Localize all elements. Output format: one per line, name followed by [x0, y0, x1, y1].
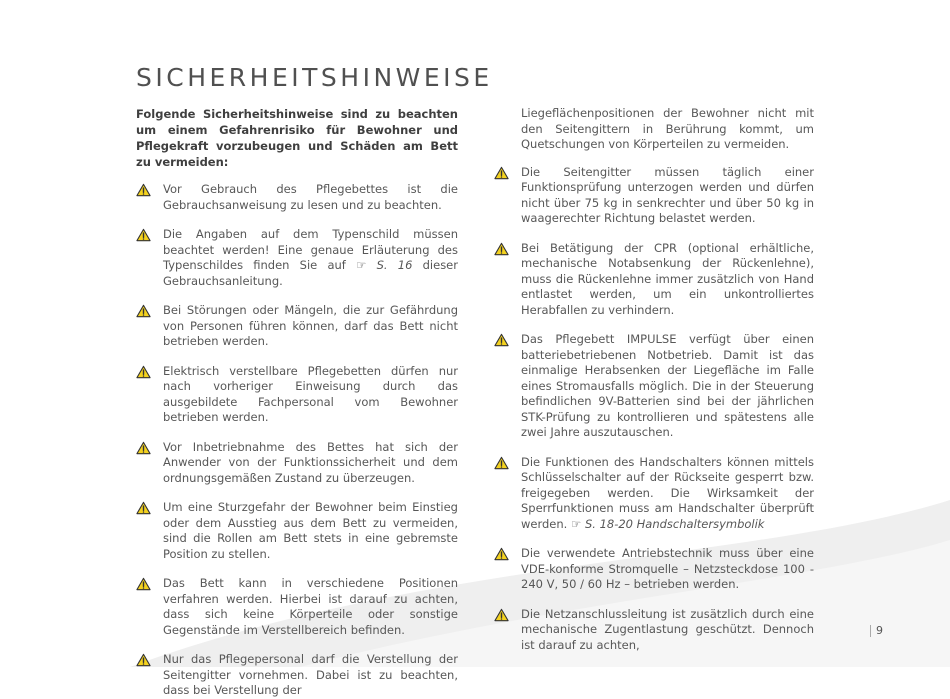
- page-number-value: 9: [876, 624, 883, 637]
- warning-icon: [494, 166, 509, 180]
- safety-item: [136, 652, 458, 699]
- safety-item: [494, 455, 814, 533]
- safety-item-text: Vor Gebrauch des Pflegebettes ist die Gebrauchsanweisung zu lesen und zu beachten.: [163, 182, 458, 212]
- safety-item: [136, 500, 458, 562]
- continuation-text: Liegeflächenpositionen der Bewohner nicht mit den Seitengittern in Berührung kommt, um Quetschungen von Körperteilen zu vermeiden.: [521, 106, 814, 151]
- safety-item-text-part: Die Funktionen des Handschalters können mittels Schlüsselschalter auf der Rückseite gesperrt bzw. freigegeben werden. Die Wirksamkeit der Sperrfunktionen muss am Handschalter überprüft werden. ☞: [521, 454, 814, 531]
- safety-item-text: Elektrisch verstellbare Pflegebetten dürfen nur nach vorheriger Einweisung durch das ausgebildete Fachpersonal vom Bewohner betrieben werden.: [163, 363, 458, 424]
- warning-icon: [136, 183, 151, 197]
- warning-icon: [494, 456, 509, 470]
- safety-item-text: Die Netzanschlussleitung ist zusätzlich durch eine mechanische Zugentlastung geschützt. Dennoch ist darauf zu achten,: [521, 606, 814, 652]
- safety-item-text: Bei Betätigung der CPR (optional erhältliche, mechanische Notabsenkung der Rückenlehne), muss die Rückenlehne immer zusätzlich von Hand entlastet werden, um ein unkontrolliertes Herabfallen zu verhindern.: [521, 240, 814, 317]
- warning-icon: [494, 608, 509, 622]
- intro-text: Folgende Sicherheitshinweise sind zu beachten um einem Gefahrenrisiko für Bewohner und Pflegekraft vorzubeugen und Schäden am Bett zu vermeiden:: [136, 107, 458, 169]
- safety-item: [494, 165, 814, 227]
- safety-item: [136, 440, 458, 487]
- safety-item: [136, 364, 458, 426]
- page-reference: S. 16: [376, 258, 413, 272]
- safety-item-text: Nur das Pflegepersonal darf die Verstellung der Seitengitter vornehmen. Dabei ist zu beachten, dass bei Verstellung der: [163, 652, 458, 697]
- warning-icon: [136, 304, 151, 318]
- safety-item: [136, 182, 458, 213]
- safety-item-text-part: Die Angaben auf dem Typenschild müssen beachtet werden! Eine genaue Erläuterung des Typenschildes finden Sie auf ☞: [163, 227, 458, 272]
- page-reference: S. 18-20 Handschaltersymbolik: [584, 516, 765, 531]
- safety-item-text: [163, 227, 458, 289]
- warning-icon: [136, 653, 151, 667]
- warning-icon: [136, 365, 151, 379]
- right-column: [494, 106, 814, 653]
- safety-item: [494, 241, 814, 319]
- page-number: [870, 624, 883, 637]
- safety-item: [494, 607, 814, 654]
- safety-item: [494, 332, 814, 441]
- warning-icon: [136, 441, 151, 455]
- safety-item-text: [521, 455, 814, 533]
- safety-item-text: Um eine Sturzgefahr der Bewohner beim Einstieg oder dem Ausstieg aus dem Bett zu vermeiden, sind die Rollen am Bett stets in eine gebremste Position zu stellen.: [163, 500, 458, 561]
- safety-item-text: Das Bett kann in verschiedene Positionen verfahren werden. Hierbei ist darauf zu achten, dass sich keine Körperteile oder sonstige Gegenstände im Verstellbereich befinden.: [163, 576, 458, 637]
- safety-item: [136, 576, 458, 638]
- safety-item-text-part: dieser Gebrauchsanleitung.: [163, 258, 458, 288]
- warning-icon: [136, 501, 151, 515]
- safety-item-text: Bei Störungen oder Mängeln, die zur Gefährdung von Personen führen können, darf das Bett nicht betrieben werden.: [163, 303, 458, 348]
- safety-item: [494, 546, 814, 593]
- safety-item-text: Die Seitengitter müssen täglich einer Funktionsprüfung unterzogen werden und dürfen nicht über 75 kg in senkrechter und über 50 kg in waagerechter Richtung belastet werden.: [521, 164, 814, 225]
- safety-item: [136, 303, 458, 350]
- safety-item-text: Vor Inbetriebnahme des Bettes hat sich der Anwender von der Funktionssicherheit und dem ordnungsgemäßen Zustand zu überzeugen.: [163, 439, 458, 485]
- safety-item-text: Die verwendete Antriebstechnik muss über eine VDE-konforme Stromquelle – Netzsteckdose 100 - 240 V, 50 / 60 Hz – betrieben werden.: [521, 546, 814, 591]
- warning-icon: [136, 577, 151, 591]
- safety-item: [136, 227, 458, 289]
- safety-item-text: Das Pflegebett IMPULSE verfügt über einen batteriebetriebenen Notbetrieb. Damit ist das einmalige Herabsenken der Liegefläche im Falle eines Stromausfalls möglich. Die in der Steuerung befindlichen 9V-Batterien sind bei der jährlichen STK-Prüfung zu kontrollieren und spätestens alle zwei Jahre auszutauschen.: [521, 332, 814, 439]
- warning-icon: [494, 242, 509, 256]
- warning-icon: [136, 228, 151, 242]
- page-title: SICHERHEITSHINWEISE: [136, 62, 493, 92]
- warning-icon: [494, 547, 509, 561]
- left-column: [136, 106, 458, 699]
- warning-icon: [494, 333, 509, 347]
